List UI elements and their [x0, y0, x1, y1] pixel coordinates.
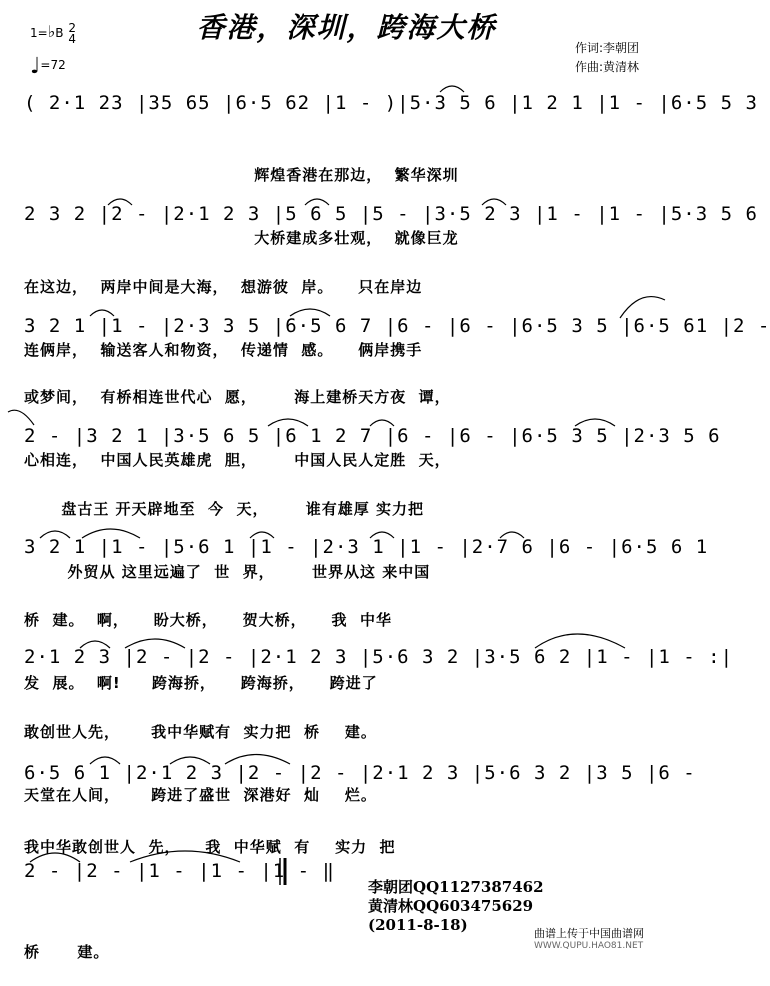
lyric-verse-1: 在这边， 两岸中间是大海， 想游彼 岸。 只在岸边 — [24, 278, 423, 296]
key-signature — [30, 22, 76, 45]
lyric-verse-2: 心相连， 中国人民英雄虎 胆， 中国人民人定胜 天， — [24, 451, 451, 469]
time-top: 2 — [68, 20, 76, 35]
lyric-verse-1: 盘古王 开天辟地至 今 天， 谁有雄厚 实力把 — [24, 500, 425, 518]
lyric-verse-1: 我中华敢创世人 先， 我 中华赋 有 实力 把 — [24, 838, 396, 856]
lyric-verse-1: 桥 建。 — [24, 943, 110, 961]
notation-row-8: 2 - |2 - |1 - |1 - |1 - ‖ — [24, 860, 335, 882]
notation-row-7: 6·5 6 1 |2·1 2 3 |2 - |2 - |2·1 2 3 |5·6 3 2 |3 5 |6 - — [24, 762, 696, 784]
notation-row-1: ( 2·1 23 |35 65 |6·5 62 |1 - )|5·3 5 6 |1 2 1 |1 - |6·5 5 3 — [24, 92, 758, 114]
time-signature — [68, 20, 76, 46]
lyric-verse-1: 敢创世人先， 我中华赋有 实力把 桥 建。 — [24, 723, 377, 741]
credits — [575, 39, 639, 77]
lyric-verse-2: 天堂在人间， 跨进了盛世 深港好 灿 烂。 — [24, 786, 377, 804]
notation-row-3: 3 2 1 |1 - |2·3 3 5 |6·5 6 7 |6 - |6 - |6·5 3 5 |6·5 61 |2 - — [24, 315, 770, 337]
signature-line-2: 黄清林QQ603475629 — [368, 897, 534, 915]
lyric-verse-1: 或梦间， 有桥相连世代心 愿， 海上建桥天方夜 谭， — [24, 388, 451, 406]
notation-row-5: 3 2 1 |1 - |5·6 1 |1 - |2·3 1 |1 - |2·7 6 |6 - |6·5 6 1 — [24, 536, 709, 558]
key-label: 1= — [30, 26, 48, 40]
lyric-verse-2: 外贸从 这里远遍了 世 界， 世界从这 来中国 — [24, 563, 431, 581]
author-signature — [368, 878, 544, 935]
song-title: 香港，深圳，跨海大桥 — [196, 11, 497, 44]
composer-credit: 作曲:黄清林 — [575, 60, 640, 74]
signature-date: (2011-8-18) — [368, 916, 468, 934]
footer-site: WWW.QUPU.HAO81.NET — [534, 941, 644, 951]
watermark-footer — [534, 928, 644, 952]
key-note: B — [55, 26, 64, 40]
lyric-verse-1: 辉煌香港在那边， 繁华深圳 — [24, 166, 459, 184]
lyric-verse-2: 连俩岸， 输送客人和物资， 传递情 感。 俩岸携手 — [24, 341, 423, 359]
lyric-verse-2: 发 展。 啊! 跨海挢， 跨海挢， 跨进了 — [24, 674, 378, 692]
lyricist-credit: 作词:李朝团 — [575, 41, 640, 55]
notation-row-6: 2·1 2 3 |2 - |2 - |2·1 2 3 |5·6 3 2 |3·5 6 2 |1 - |1 - :| — [24, 646, 734, 668]
flat-icon: ♭ — [47, 22, 56, 41]
signature-line-1: 李朝团QQ1127387462 — [368, 878, 544, 896]
notation-row-2: 2 3 2 |2 - |2·1 2 3 |5 6 5 |5 - |3·5 2 3 |1 - |1 - |5·3 5 6 — [24, 203, 758, 225]
notation-row-4: 2 - |3 2 1 |3·5 6 5 |6 1 2 7 |6 - |6 - |6·5 3 5 |2·3 5 6 — [24, 425, 721, 447]
lyric-verse-1: 桥 建。 啊， 盼大桥， 贺大桥， 我 中华 — [24, 611, 393, 629]
quarter-note-icon: ♩ — [30, 54, 41, 79]
footer-line-1: 曲谱上传于中国曲谱网 — [534, 927, 644, 940]
time-bottom: 4 — [68, 31, 76, 46]
tempo-marking — [30, 54, 66, 79]
lyric-verse-2: 大桥建成多壮观， 就像巨龙 — [24, 229, 459, 247]
tempo-value: =72 — [40, 58, 66, 72]
